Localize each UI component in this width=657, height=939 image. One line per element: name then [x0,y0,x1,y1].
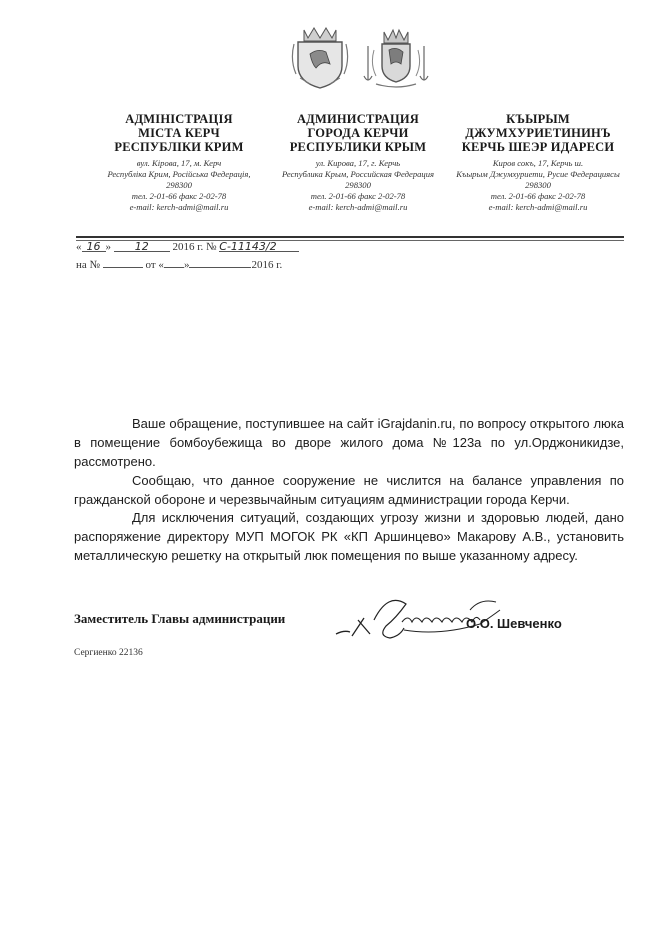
ref-number: С-11143/2 [219,240,299,252]
org-name-ct: КЪЫРЫМ ДЖУМХУРИЕТИНИНЪ КЕРЧЬ ШЕЭР ИДАРЕСИ [461,112,615,154]
header-russian [265,112,451,213]
from-label: от « [145,259,164,271]
ref-year: 2016 г. [172,241,204,253]
org-name-ru: АДМИНИСТРАЦИЯ ГОРОДА КЕРЧИ РЕСПУБЛИКИ КРЫМ [289,112,427,154]
crimea-coat-of-arms-icon [290,20,350,90]
reply-day-blank [164,256,184,268]
reply-number-blank [103,256,143,268]
ref-day: 16 [82,240,106,252]
ref-month: 12 [114,240,170,252]
incoming-reference: на № от « » 2016 г. [76,256,282,271]
body-paragraph-2: Сообщаю, что данное сооружение не числится на балансе управления по гражданской обороне и черезвычайным ситуациям администрации города Керчи. [74,473,624,507]
address-ct: Киров сокъ, 17, Керчь ш. Къырым Джумхуриети, Русие Федерациясы 298300 тел. 2-01-66 факс 2-02-78 e-mail: kerch-admi@mail.ru [456,158,620,212]
signatory-position: Заместитель Главы администрации [74,611,286,626]
reply-month-blank [189,256,251,268]
signatory-name: О.О. Шевченко [466,616,562,631]
executor-info: Сергиенко 22136 [74,648,143,658]
body-paragraph-1: Ваше обращение, поступившее на сайт iGrajdanin.ru, по вопросу открытого люка в помещение бомбоубежища во дворе жилого дома №123а по ул.Орджоникидзе, рассмотрено. [74,416,624,469]
reply-to-label: на № [76,259,101,271]
header-divider [76,236,624,238]
org-name-ua: АДМІНІСТРАЦІЯ МІСТА КЕРЧ РЕСПУБЛІКИ КРИМ [114,112,244,154]
kerch-coat-of-arms-icon [360,20,432,90]
outgoing-reference: « 16 » 12 2016 г. № С-11143/2 [76,240,299,253]
ref-year-2: 2016 г. [251,259,283,271]
address-ua: вул. Кірова, 17, м. Керч Республіка Крим, Російська Федерація, 298300 тел. 2-01-66 факс 2-02-78 e-mail: kerch-admi@mail.ru [107,158,251,212]
header-ukrainian [86,112,272,213]
address-ru: ул. Кирова, 17, г. Керчь Республика Крым, Российская Федерация 298300 тел. 2-01-66 факс 2-02-78 e-mail: kerch-admi@mail.ru [281,158,435,212]
header-crimean-tatar [445,112,631,213]
ref-number-label: № [206,241,217,253]
body-paragraph-3: Для исключения ситуаций, создающих угрозу жизни и здоровью людей, дано распоряжение директору МУП МОГОК РК «КП Аршинцево» Макарову А.В., установить металлическую решетку на открытый люк помещения по выше указанному адресу. [74,510,624,563]
